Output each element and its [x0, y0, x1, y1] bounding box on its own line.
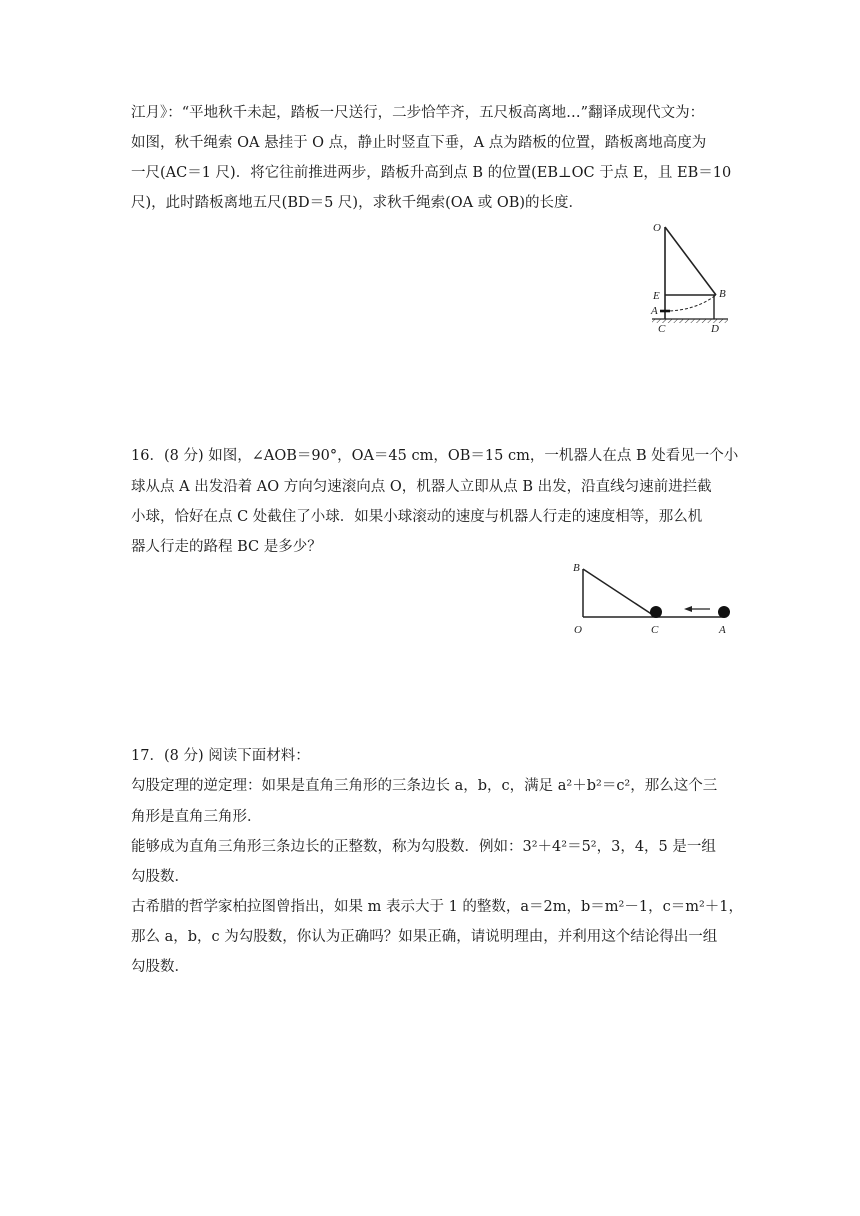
ball-at-c: [650, 606, 662, 618]
robot-ball-figure: [565, 558, 745, 640]
p17-line-7: 那么 a，b，c 为勾股数，你认为正确吗？如果正确，请说明理由，并利用这个结论得出一组: [131, 929, 718, 945]
p15-line-2: 如图，秋千绳索 OA 悬挂于 O 点，静止时竖直下垂，A 点为踏板的位置，踏板离地高度为: [131, 135, 707, 151]
swing-figure: [640, 215, 740, 340]
label-d: D: [711, 323, 719, 335]
p15-line-3: 一尺(AC＝1 尺)．将它往前推进两步，踏板升高到点 B 的位置(EB⊥OC 于点 E，且 EB＝10: [131, 165, 732, 181]
p17-line-1: 17．(8 分) 阅读下面材料：: [131, 748, 310, 764]
label-a: A: [719, 624, 726, 636]
label-b: B: [719, 288, 726, 300]
p17-line-5: 勾股数．: [131, 869, 189, 885]
label-o: O: [574, 624, 582, 636]
p17-line-6: 古希腊的哲学家柏拉图曾指出，如果 m 表示大于 1 的整数，a＝2m，b＝m²－1，c＝m²＋1，: [131, 899, 744, 915]
label-o: O: [653, 222, 661, 234]
label-e: E: [653, 290, 660, 302]
swing-arc: [665, 295, 716, 311]
label-c: C: [651, 624, 659, 636]
p15-line-1: 江月》：“平地秋千未起，踏板一尺送行，二步恰竿齐，五尺板高离地…”翻译成现代文为：: [131, 105, 705, 121]
label-c: C: [658, 323, 666, 335]
arrow-head-icon: [684, 606, 692, 612]
p16-line-3: 小球，恰好在点 C 处截住了小球．如果小球滚动的速度与机器人行走的速度相等，那么机: [131, 509, 703, 525]
label-a: A: [651, 305, 658, 317]
p17-line-4: 能够成为直角三角形三条边长的正整数，称为勾股数．例如：3²＋4²＝5²，3，4，5 是一组: [131, 839, 716, 855]
p15-line-4: 尺)，此时踏板离地五尺(BD＝5 尺)，求秋千绳索(OA 或 OB)的长度．: [131, 195, 584, 211]
p16-line-4: 器人行走的路程 BC 是多少？: [131, 539, 322, 555]
p16-line-2: 球从点 A 出发沿着 AO 方向匀速滚向点 O，机器人立即从点 B 出发，沿直线匀速前进拦截: [131, 479, 712, 495]
label-b: B: [573, 562, 580, 574]
rope-ob: [665, 227, 716, 295]
segment-bc: [583, 569, 656, 617]
p16-line-1: 16．(8 分) 如图，∠AOB＝90°，OA＝45 cm，OB＝15 cm，一机器人在点 B 处看见一个小: [131, 448, 739, 464]
p17-line-3: 角形是直角三角形．: [131, 809, 262, 825]
p17-line-2: 勾股定理的逆定理：如果是直角三角形的三条边长 a，b，c，满足 a²＋b²＝c²，那么这个三: [131, 778, 718, 794]
ball-at-a: [718, 606, 730, 618]
p17-line-8: 勾股数．: [131, 959, 189, 975]
